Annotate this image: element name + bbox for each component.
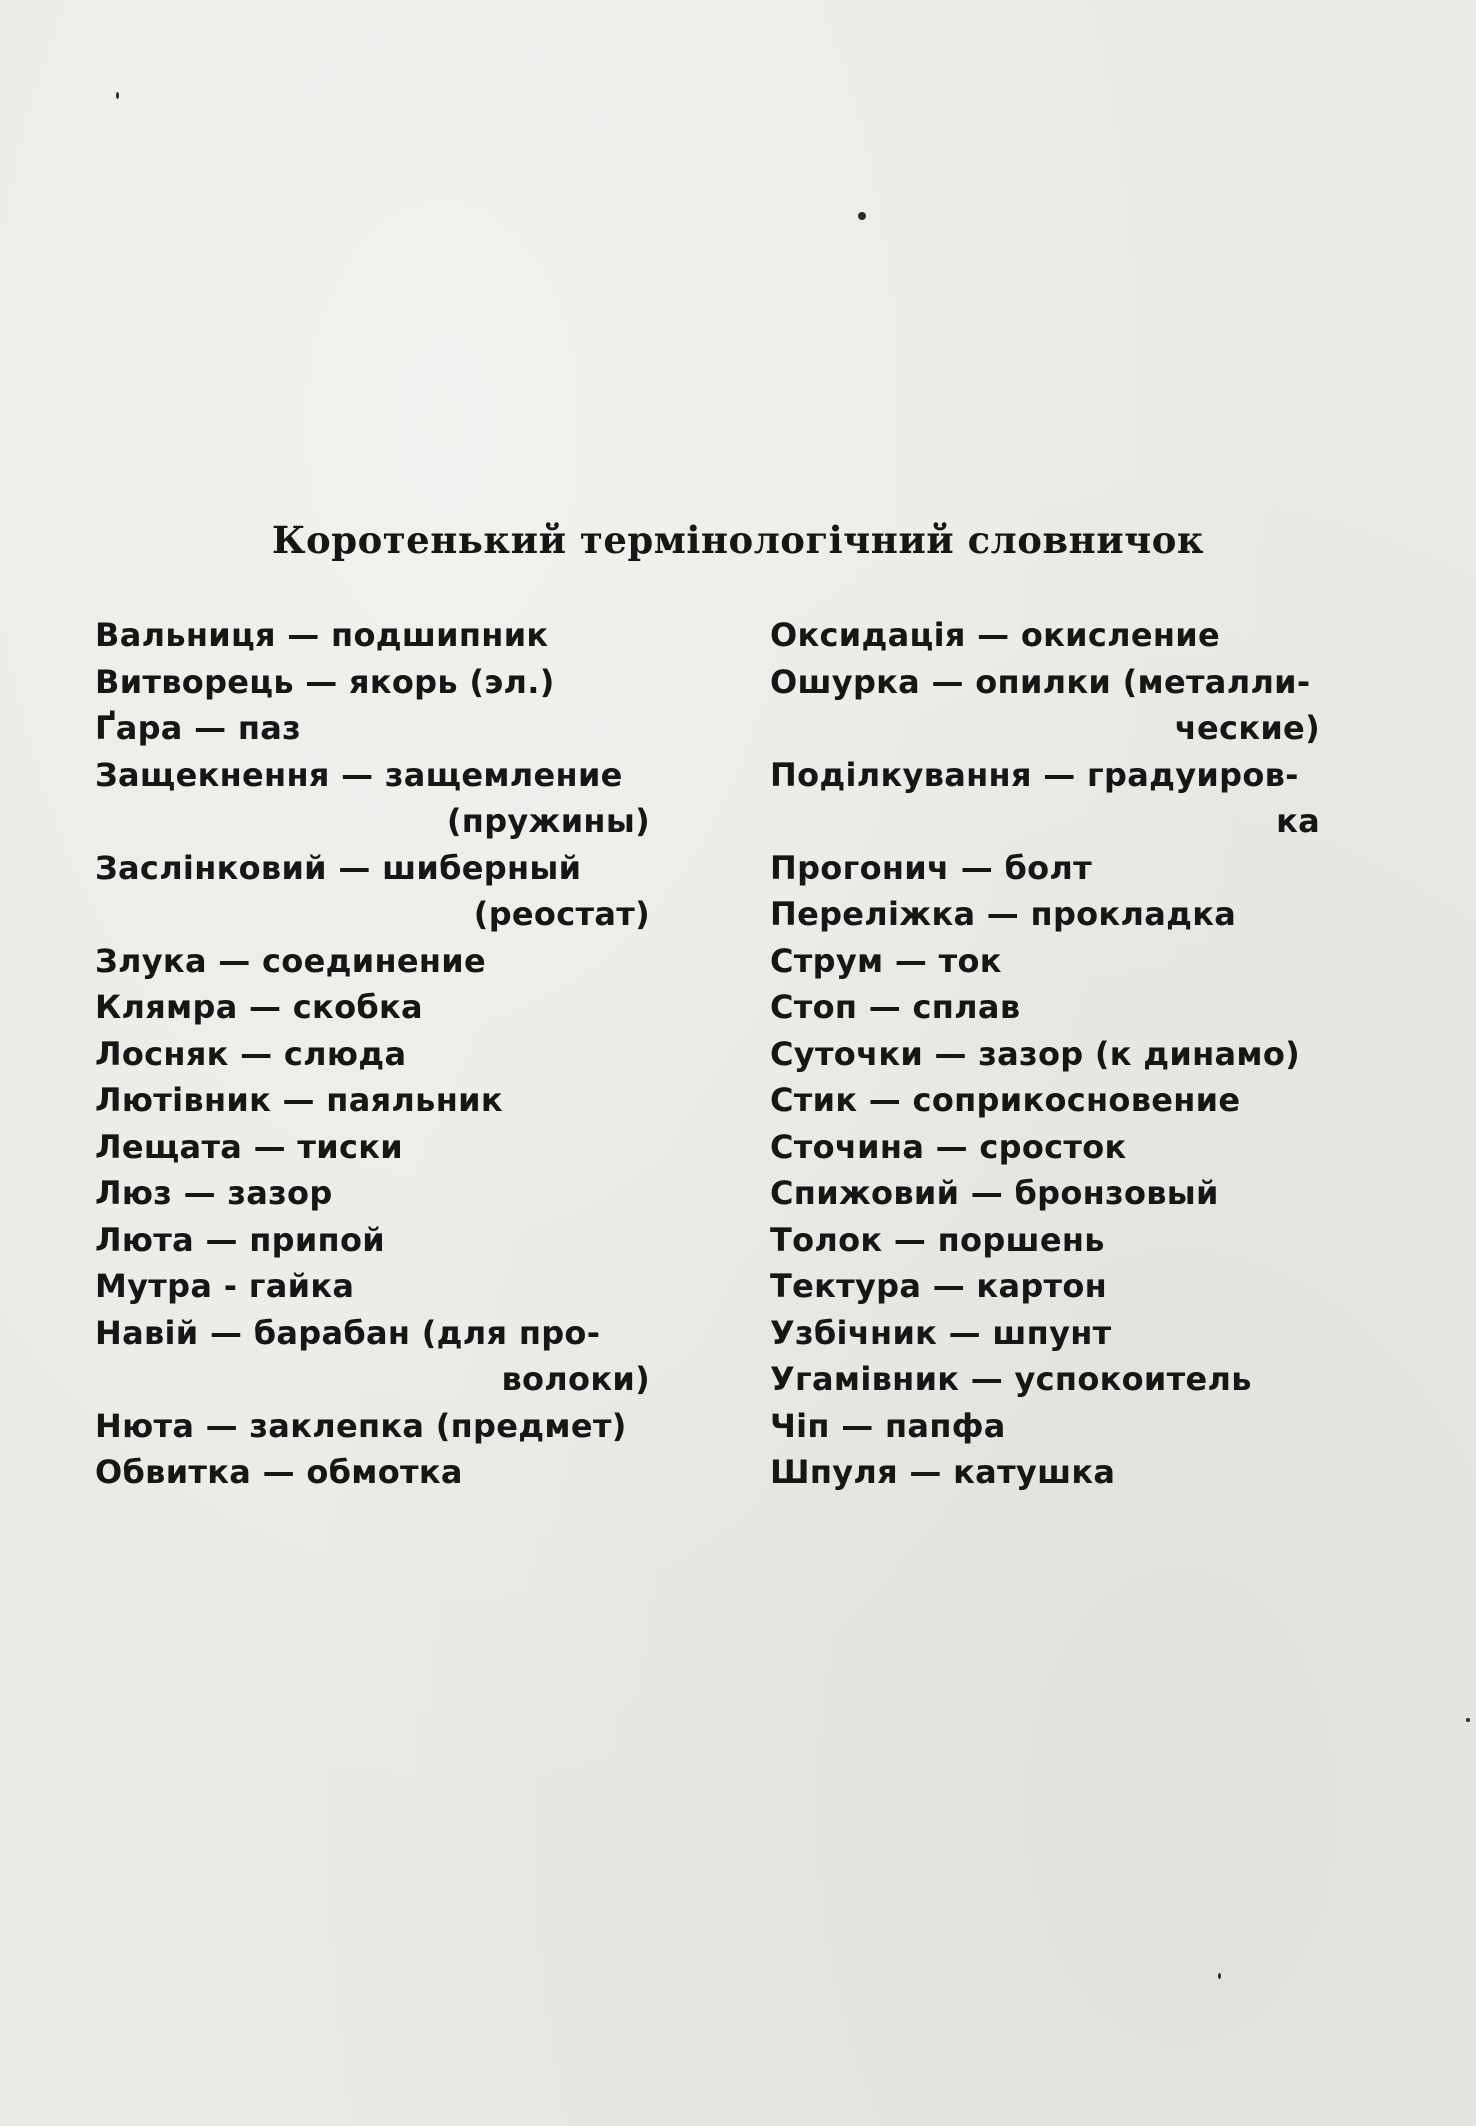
glossary-entry-continuation: ческие) (1174, 709, 1320, 747)
glossary-entry-text: Мутра - гайка (95, 1267, 355, 1305)
glossary-entry-text: Ошурка — опилки (металли- (770, 662, 1311, 701)
glossary-entry-text: Прогонич — болт (770, 848, 1092, 887)
glossary-entry-text: Стик — соприкосновение (770, 1081, 1241, 1119)
glossary-entry-text: Поділкування — градуиров- (770, 755, 1299, 794)
glossary-entry (770, 612, 1320, 659)
glossary-entry-text: Лещата — тиски (95, 1127, 403, 1166)
glossary-entry (770, 1077, 1320, 1124)
ink-speck (116, 92, 119, 99)
glossary-entry-text: Переліжка — прокладка (770, 895, 1237, 933)
glossary-entry (770, 752, 1320, 845)
glossary-entry (770, 1263, 1320, 1310)
glossary-entry-text: Угамівник — успокоитель (770, 1360, 1252, 1398)
glossary-column-right (770, 612, 1320, 1496)
ink-speck (1466, 1718, 1470, 1722)
glossary-entry (95, 612, 650, 659)
glossary-entry-text: Стоп — сплав (770, 988, 1021, 1026)
glossary-entry (95, 1449, 650, 1496)
glossary-entry (770, 1031, 1320, 1078)
glossary-entry (95, 752, 650, 845)
glossary-entry (95, 1403, 650, 1450)
glossary-entry (770, 938, 1320, 985)
glossary-entry (95, 1217, 650, 1264)
glossary-entry-text: Злука — соединение (95, 941, 486, 980)
glossary-entry-continuation: ка (1276, 802, 1320, 840)
glossary-entry (770, 984, 1320, 1031)
glossary-entry-continuation: (пружины) (446, 802, 650, 840)
ink-speck (1218, 1973, 1221, 1979)
glossary-entry (770, 1170, 1320, 1217)
glossary-entry-text: Обвитка — обмотка (95, 1453, 463, 1491)
glossary-entry (95, 1310, 650, 1403)
glossary-entry (95, 705, 650, 752)
glossary-entry-text: Люз — зазор (95, 1174, 333, 1212)
glossary-entry (95, 1077, 650, 1124)
page-title: Коротенький термінологічний словничок (271, 518, 1205, 562)
glossary-entry (95, 845, 650, 938)
glossary-entry-text: Тектура — картон (770, 1267, 1108, 1305)
glossary-entry (95, 1124, 650, 1171)
glossary-entry-text: Люта — припой (95, 1220, 385, 1259)
glossary-entry-text: Ґара — паз (95, 709, 302, 747)
glossary-column-left (95, 612, 650, 1496)
glossary-entry-text: Лютівник — паяльник (95, 1081, 503, 1119)
glossary-entry-text: Оксидація — окисление (770, 616, 1221, 654)
glossary-entry-text: Чіп — папфа (770, 1406, 1006, 1445)
glossary-entry-text: Заслінковий — шиберный (95, 848, 582, 887)
glossary-entry (95, 1170, 650, 1217)
glossary-entry-continuation: волоки) (501, 1360, 650, 1398)
glossary-entry (95, 1263, 650, 1310)
glossary-entry (95, 984, 650, 1031)
glossary-entry (770, 891, 1320, 938)
glossary-entry (770, 1217, 1320, 1264)
glossary-entry-text: Сточина — сросток (770, 1127, 1127, 1166)
glossary-entry-text: Спижовий — бронзовый (770, 1174, 1219, 1212)
glossary-entry-text: Навій — барабан (для про- (95, 1313, 601, 1352)
glossary-entry-text: Витворець — якорь (эл.) (95, 662, 555, 701)
glossary-entry (770, 845, 1320, 892)
glossary-entry-text: Шпуля — катушка (770, 1453, 1116, 1491)
glossary-entry (770, 1124, 1320, 1171)
glossary-entry (770, 1310, 1320, 1357)
glossary-entry-text: Лосняк — слюда (95, 1034, 407, 1073)
glossary-entry (770, 1449, 1320, 1496)
glossary-entry-text: Защекнення — защемление (95, 755, 623, 794)
glossary-entry-continuation: (реостат) (473, 895, 650, 933)
glossary-entry-text: Нюта — заклепка (предмет) (95, 1406, 627, 1445)
glossary-entry (770, 659, 1320, 752)
ink-speck (858, 212, 866, 220)
glossary-entry (770, 1356, 1320, 1403)
glossary-entry-text: Клямра — скобка (95, 988, 423, 1026)
glossary-entry (95, 659, 650, 706)
glossary-entry-text: Толок — поршень (770, 1220, 1105, 1259)
glossary-entry-text: Узбічник — шпунт (770, 1313, 1112, 1352)
glossary-entry (95, 938, 650, 985)
glossary-entry (770, 1403, 1320, 1450)
glossary-entry-text: Струм — ток (770, 941, 1002, 980)
glossary-entry (95, 1031, 650, 1078)
glossary-entry-text: Вальниця — подшипник (95, 616, 549, 654)
glossary-entry-text: Суточки — зазор (к динамо) (770, 1034, 1301, 1073)
